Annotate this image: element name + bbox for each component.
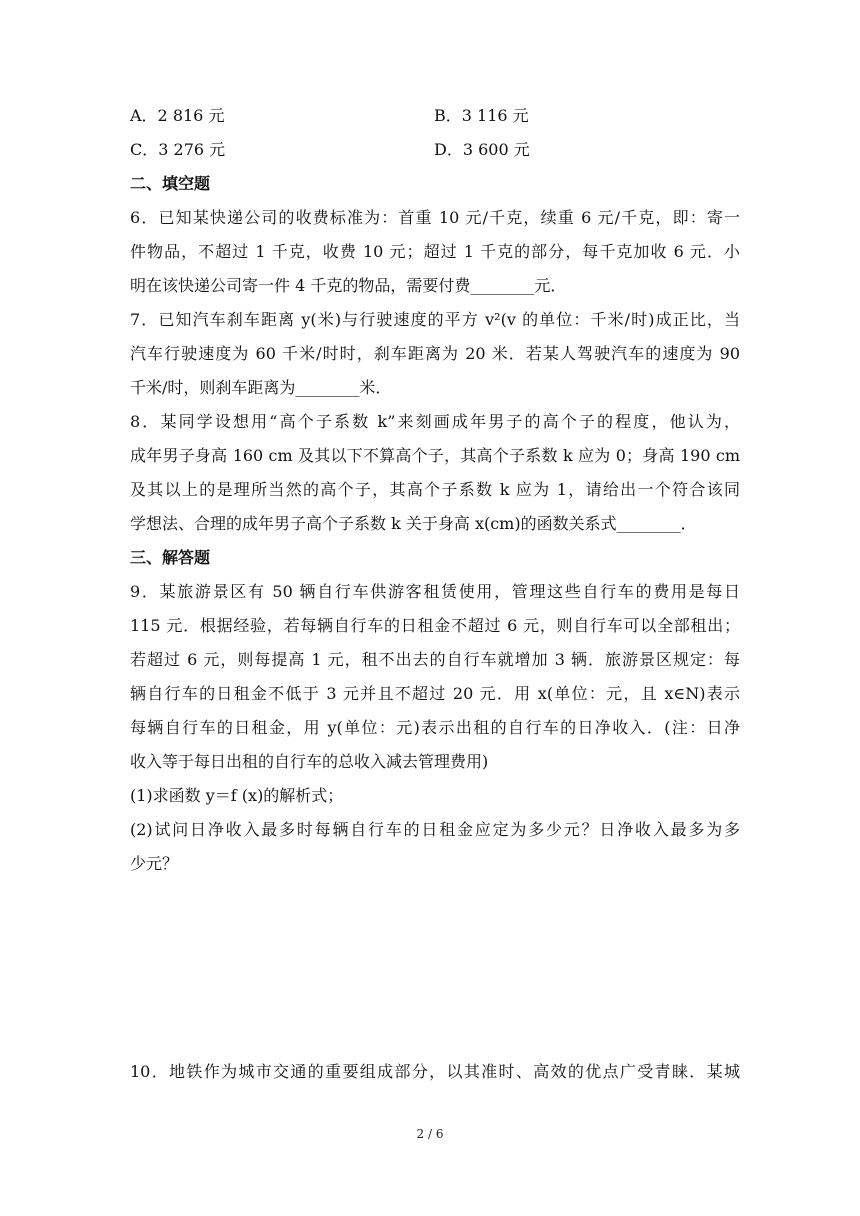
- q7-line-1: 7．已知汽车刹车距离 y(米)与行驶速度的平方 v²(v 的单位：千米/时)成正比，当: [130, 310, 740, 329]
- q10-line-1: 10．地铁作为城市交通的重要组成部分，以其准时、高效的优点广受青睐．某城: [130, 1062, 740, 1081]
- option-c: C．3 276 元: [130, 140, 226, 159]
- q6-line-2: 件物品，不超过 1 千克，收费 10 元；超过 1 千克的部分，每千克加收 6 元．小: [130, 242, 740, 261]
- q8-line-2: 成年男子身高 160 cm 及其以下不算高个子，其高个子系数 k 应为 0；身高 190 cm: [130, 446, 740, 465]
- q6-line-3: 明在该快递公司寄一件 4 千克的物品，需要付费________元．: [130, 276, 567, 295]
- option-a: A．2 816 元: [130, 106, 225, 125]
- page-number: 2 / 6: [416, 1127, 444, 1141]
- q9-line-4: 辆自行车的日租金不低于 3 元并且不超过 20 元．用 x(单位：元，且 x∈N)表示: [130, 684, 740, 703]
- q9-line-6: 收入等于每日出租的自行车的总收入减去管理费用): [130, 752, 489, 771]
- q9-line-3: 若超过 6 元，则每提高 1 元，租不出去的自行车就增加 3 辆．旅游景区规定：每: [130, 650, 740, 669]
- q7-line-2: 汽车行驶速度为 60 千米/时时，刹车距离为 20 米．若某人驾驶汽车的速度为 90: [130, 344, 740, 363]
- q9-line-2: 115 元．根据经验，若每辆自行车的日租金不超过 6 元，则自行车可以全部租出；: [130, 616, 740, 635]
- q7-line-3: 千米/时，则刹车距离为________米．: [130, 378, 392, 397]
- q9-part-2-line-1: (2)试问日净收入最多时每辆自行车的日租金应定为多少元？日净收入最多为多: [130, 820, 740, 839]
- option-d: D．3 600 元: [434, 140, 530, 159]
- option-b: B．3 116 元: [434, 106, 529, 125]
- q8-line-4: 学想法、合理的成年男子高个子系数 k 关于身高 x(cm)的函数关系式________．: [130, 514, 697, 533]
- q9-part-2-line-2: 少元？: [130, 854, 179, 873]
- section-title-fill-in: 二、填空题: [130, 174, 211, 193]
- q6-line-1: 6．已知某快递公司的收费标准为：首重 10 元/千克，续重 6 元/千克，即：寄一: [130, 208, 740, 227]
- q9-part-1: (1)求函数 y＝f (x)的解析式；: [130, 786, 344, 805]
- q9-line-1: 9．某旅游景区有 50 辆自行车供游客租赁使用，管理这些自行车的费用是每日: [130, 582, 740, 601]
- section-title-solve: 三、解答题: [130, 548, 211, 567]
- q8-line-3: 及其以上的是理所当然的高个子，其高个子系数 k 应为 1，请给出一个符合该同: [130, 480, 740, 499]
- q8-line-1: 8．某同学设想用“高个子系数 k”来刻画成年男子的高个子的程度，他认为，: [130, 412, 740, 431]
- q9-line-5: 每辆自行车的日租金，用 y(单位：元)表示出租的自行车的日净收入．(注：日净: [130, 718, 740, 737]
